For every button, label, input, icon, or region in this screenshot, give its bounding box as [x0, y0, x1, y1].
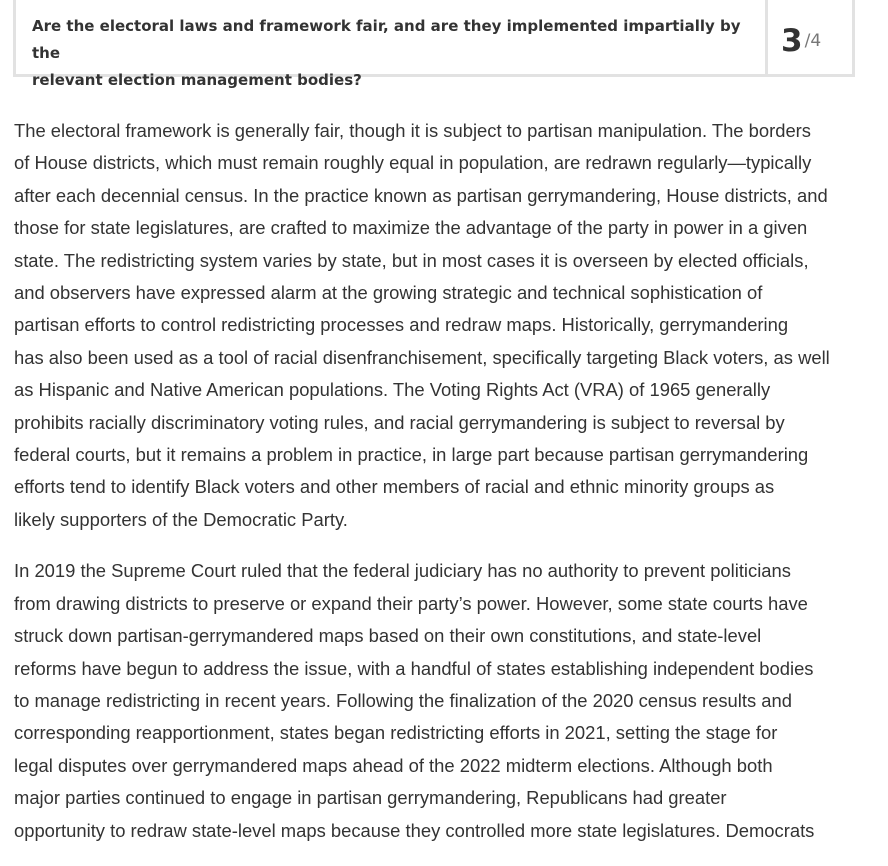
- text-line: has also been used as a tool of racial disenfranchisement, specifically targeting Black voters, as well: [14, 346, 830, 368]
- text-line: prohibits racially discriminatory voting rules, and racial gerrymandering is subject to reversal by: [14, 411, 785, 433]
- question-line: relevant election management bodies?: [32, 71, 362, 89]
- text-line: efforts tend to identify Black voters and other members of racial and ethnic minority groups as: [14, 476, 775, 498]
- body-text: [14, 115, 874, 866]
- text-line: and observers have expressed alarm at the growing strategic and technical sophistication of: [14, 282, 763, 304]
- text-line: likely supporters of the Democratic Party.: [14, 508, 348, 530]
- question-box: [13, 0, 855, 89]
- text-line: struck down partisan-gerrymandered maps based on their own constitutions, and state-level: [14, 625, 762, 647]
- score-separator: /: [804, 31, 811, 51]
- text-line: those for state legislatures, are crafted to maximize the advantage of the party in power in a given: [14, 217, 808, 239]
- text-line: federal courts, but it remains a problem in practice, in large part because partisan gerrymandering: [14, 444, 809, 466]
- text-line: to manage redistricting in recent years. Following the finalization of the 2020 census results and: [14, 689, 792, 711]
- score-value: 3: [781, 23, 803, 59]
- text-line: The electoral framework is generally fair, though it is subject to partisan manipulation. The borders: [14, 120, 811, 141]
- text-line: legal disputes over gerrymandered maps ahead of the 2022 midterm elections. Although both: [14, 754, 773, 776]
- text-line: major parties continued to engage in partisan gerrymandering, Republicans had greater: [14, 787, 727, 809]
- text-line: reforms have begun to address the issue, with a handful of states establishing independent bodies: [14, 657, 814, 679]
- text-line: state. The redistricting system varies by state, but in most cases it is overseen by elected officials,: [14, 249, 809, 271]
- question-line: Are the electoral laws and framework fair, and are they implemented impartially by the: [32, 17, 741, 62]
- text-line: as Hispanic and Native American populations. The Voting Rights Act (VRA) of 1965 generally: [14, 379, 771, 401]
- text-line: partisan efforts to control redistricting processes and redraw maps. Historically, gerrymandering: [14, 314, 789, 336]
- text-line: of House districts, which must remain roughly equal in population, are redrawn regularly—typically: [14, 152, 812, 174]
- text-line: from drawing districts to preserve or expand their party’s power. However, some state courts have: [14, 592, 808, 614]
- text-line: corresponding reapportionment, states began redistricting efforts in 2021, setting the stage for: [14, 722, 778, 744]
- text-line: opportunity to redraw state-level maps because they controlled more state legislatures. Democrats: [14, 819, 815, 841]
- paragraph: [14, 555, 874, 847]
- text-line: In 2019 the Supreme Court ruled that the federal judiciary has no authority to prevent politicians: [14, 560, 791, 582]
- score-cell: [765, 0, 852, 74]
- paragraph: [14, 115, 874, 536]
- score-max: 4: [810, 31, 822, 51]
- question-text: [16, 0, 765, 89]
- text-line: after each decennial census. In the practice known as partisan gerrymandering, House districts, and: [14, 184, 828, 206]
